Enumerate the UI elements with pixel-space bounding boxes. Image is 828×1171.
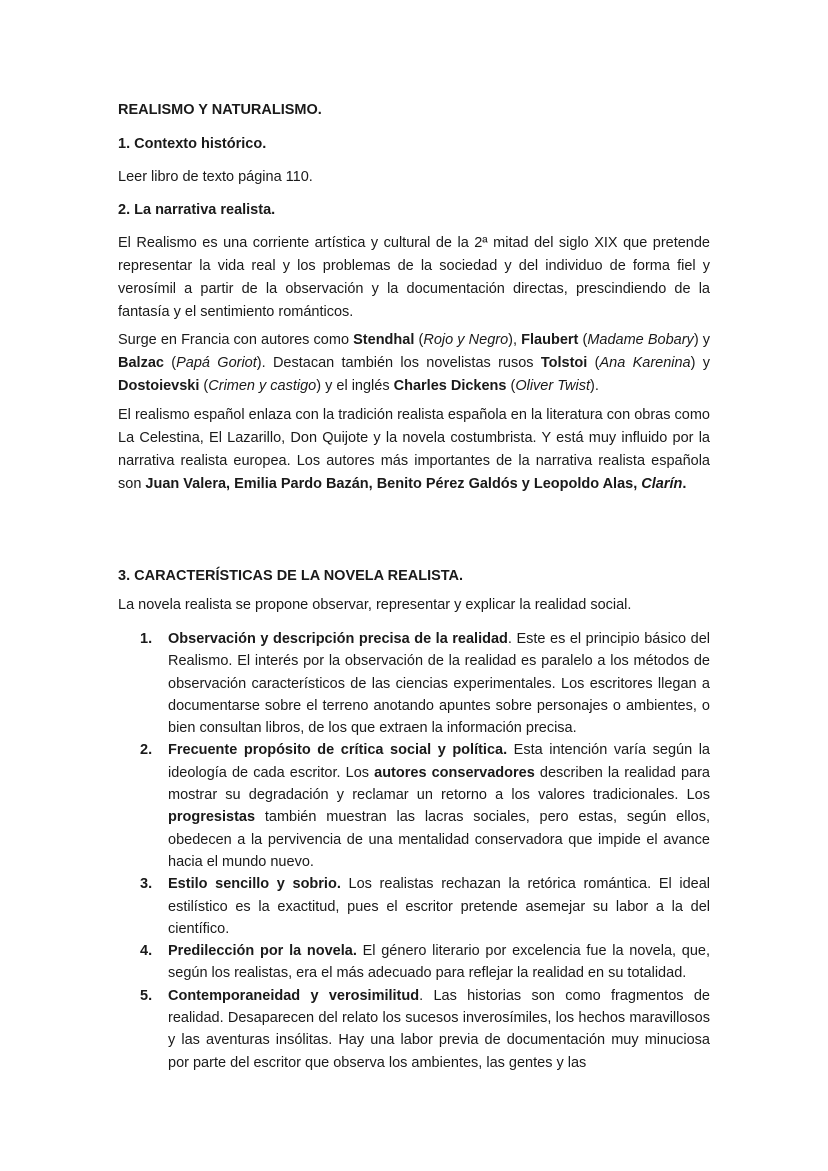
section3-heading: 3. CARACTERÍSTICAS DE LA NOVELA REALISTA. [118, 568, 464, 584]
list-item: 1. Observación y descripción precisa de la realidad. Este es el principio básico del Realismo. El interés por la observación de la realidad es paralelo a los métodos de observación característicos de las ciencias experimentales. Los escritores llegan a documentarse sobre el terreno anotando apuntes sobre personajes o ambientes, o bien consultan libros, de los que extraen la información precisa. [140, 631, 711, 737]
document-title: REALISMO Y NATURALISMO. [118, 102, 322, 118]
section1-text: Leer libro de texto página 110. [118, 169, 313, 185]
section3-intro: La novela realista se propone observar, representar y explicar la realidad social. [118, 597, 632, 613]
list-item: 2. Frecuente propósito de crítica social y política. Esta intención varía según la ideología de cada escritor. Los autores conservadores describen la realidad para mostrar su degradación y reclamar un retorno a los valores tradicionales. Los progresistas también muestran las lacras sociales, pero estas, según ellos, obedecen a la pervivencia de una mentalidad conservadora que impide el avance hacia el mundo nuevo. [140, 742, 710, 870]
author-stendhal: Stendhal [353, 332, 415, 348]
section2-heading: 2. La narrativa realista. [118, 202, 276, 218]
characteristics-list [118, 628, 710, 1074]
author-flaubert: Flaubert [521, 332, 579, 348]
section2-paragraph-1: El Realismo es una corriente artística y cultural de la 2ª mitad del siglo XIX que pretende representar la vida real y los problemas de la sociedad y del individuo de forma fiel y verosímil a partir de la observación y la documentación directas, prescindiendo de la fantasía y el sentimiento románticos. [118, 235, 710, 320]
list-item: 5. Contemporaneidad y verosimilitud. Las historias son como fragmentos de realidad. Desaparecen del relato los sucesos inverosímiles, los hechos maravillosos y las aventuras insólitas. Hay una labor previa de documentación muy minuciosa por parte del escritor que observa los ambientes, las gentes y las [140, 987, 710, 1071]
section1-heading: 1. Contexto histórico. [118, 136, 267, 152]
author-tolstoi: Tolstoi [540, 355, 588, 371]
author-dostoievski: Dostoievski [118, 378, 200, 394]
author-dickens: Charles Dickens [393, 378, 507, 394]
section2-paragraph-3: El realismo español enlaza con la tradición realista española en la literatura con obras como La Celestina, El Lazarillo, Don Quijote y la novela costumbrista. Y está muy influido por la narrativa realista europea. Los autores más importantes de la narrativa realista española son Juan Valera, Emilia Pardo Bazán, Benito Pérez Galdós y Leopoldo Alas, Clarín. [118, 407, 710, 492]
list-item: 3. Estilo sencillo y sobrio. Los realistas rechazan la retórica romántica. El ideal estilístico es la exactitud, pues el escritor pretende asemejar su labor a la del científico. [140, 876, 710, 937]
section2-paragraph-2: Surge en Francia con autores como Stendhal (Rojo y Negro), Flaubert (Madame Bobary) y Balzac (Papá Goriot). Destacan también los novelistas rusos Tolstoi (Ana Karenina) y Dostoievski (Crimen y castigo) y el inglés Charles Dickens (Oliver Twist). [118, 332, 711, 394]
list-item: 4. Predilección por la novela. El género literario por excelencia fue la novela, que, según los realistas, era el más adecuado para reflejar la realidad en su totalidad. [140, 943, 711, 982]
author-balzac: Balzac [118, 355, 164, 371]
